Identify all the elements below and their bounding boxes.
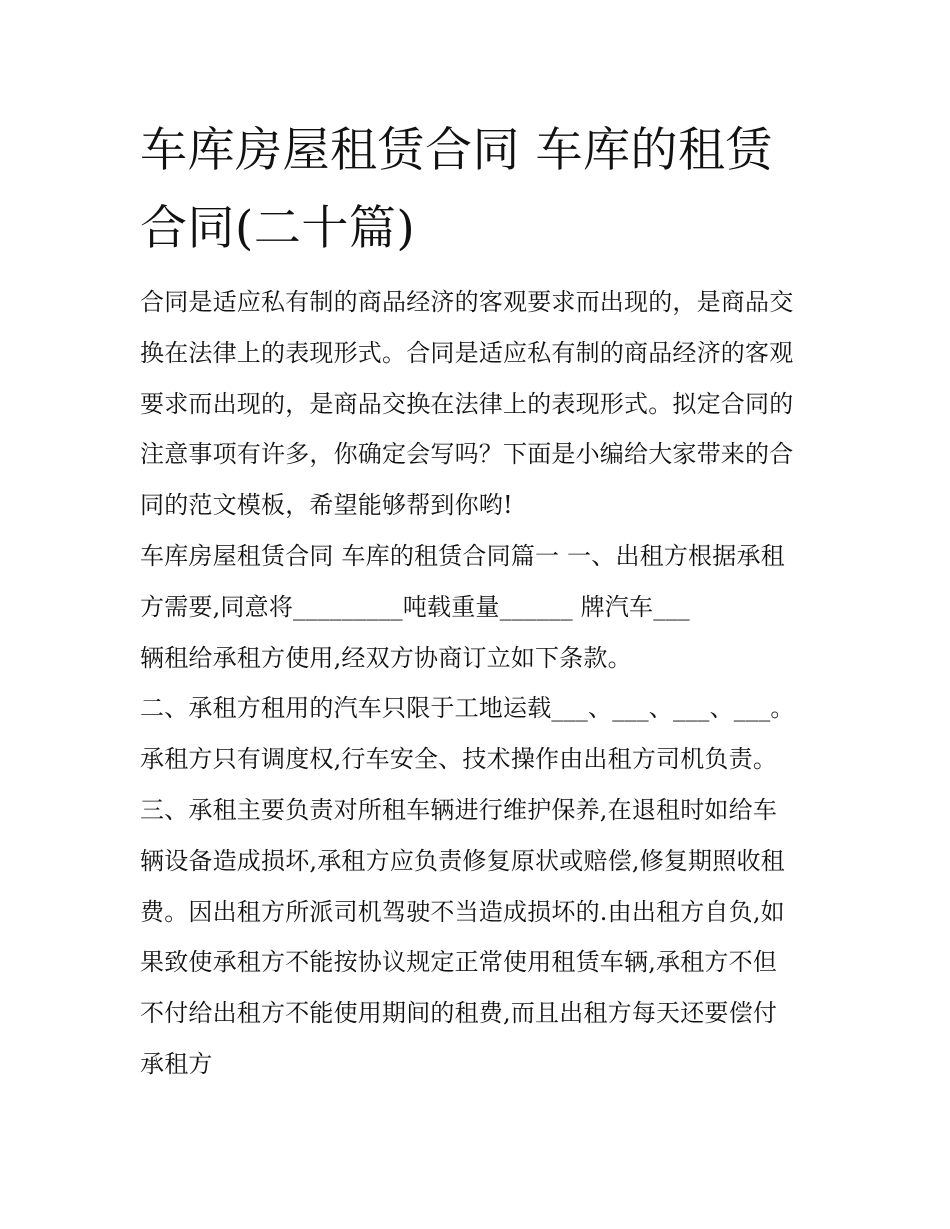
document-body <box>140 277 830 1090</box>
body-line: 换在法律上的表现形式。合同是适应私有制的商品经济的客观 <box>140 338 794 367</box>
body-line: 不付给出租方不能使用期间的租费,而且出租方每天还要偿付 <box>140 999 778 1028</box>
body-line: 车库房屋租赁合同 车库的租赁合同篇一 一、出租方根据承租 <box>140 541 785 570</box>
body-line: 承租方只有调度权,行车安全、技术操作由出租方司机负责。 <box>140 745 778 774</box>
body-line: 三、承租主要负责对所租车辆进行维护保养,在退租时如给车 <box>140 795 778 824</box>
body-line: 费。因出租方所派司机驾驶不当造成损坏的.由出租方自负,如 <box>140 897 785 926</box>
document-title <box>140 112 830 268</box>
body-line: 辆设备造成损坏,承租方应负责修复原状或赔偿,修复期照收租 <box>140 846 785 875</box>
body-line: 同的范文模板，希望能够帮到你哟! <box>140 491 513 520</box>
body-line: 二、承租方租用的汽车只限于工地运载___、___、___、___。 <box>140 694 795 723</box>
body-line: 方需要,同意将_________吨载重量______ 牌汽车___ <box>140 592 690 621</box>
title-line: 合同(二十篇) <box>140 201 416 256</box>
body-line: 注意事项有许多，你确定会写吗？下面是小编给大家带来的合 <box>140 440 794 469</box>
body-line: 辆租给承租方使用,经双方协商订立如下条款。 <box>140 643 632 672</box>
body-line: 果致使承租方不能按协议规定正常使用租赁车辆,承租方不但 <box>140 948 778 977</box>
body-line: 合同是适应私有制的商品经济的客观要求而出现的，是商品交 <box>140 288 794 316</box>
body-line: 要求而出现的，是商品交换在法律上的表现形式。拟定合同的 <box>140 389 794 418</box>
title-line: 车库房屋租赁合同 车库的租赁 <box>140 123 773 178</box>
body-line: 承租方 <box>140 1049 213 1078</box>
